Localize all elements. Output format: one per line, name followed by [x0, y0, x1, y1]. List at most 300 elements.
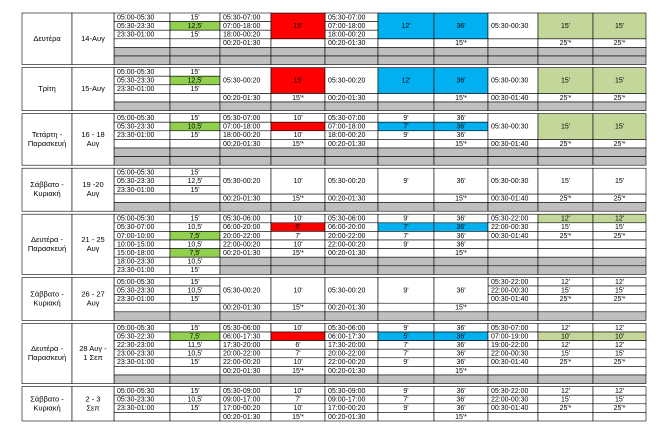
table-cell	[434, 257, 488, 266]
table-cell	[114, 366, 170, 375]
table-cell-text: 06:00-17:30	[223, 333, 261, 341]
table-cell-text: 15'	[190, 278, 200, 286]
table-cell-text: 15'	[190, 69, 200, 77]
table-cell-text: 23:30-01:00	[117, 31, 155, 39]
table-cell-text: 05:00-05:30	[117, 115, 155, 123]
table-cell-text: 36'	[456, 123, 466, 131]
table-cell-text: 7,5'	[189, 250, 201, 258]
table-cell	[114, 303, 170, 312]
table-cell	[538, 303, 593, 312]
table-cell-text: 36'	[456, 115, 466, 123]
table-cell	[271, 312, 325, 321]
table-cell	[170, 102, 220, 111]
table-cell-text: 36'	[456, 215, 466, 223]
day-label: Σάββατο -Κυριακή	[30, 180, 64, 199]
table-cell-text: 9'	[403, 215, 409, 223]
table-cell	[325, 148, 378, 157]
table-cell-text: 9'	[403, 405, 409, 413]
table-cell-text: 15'*	[292, 140, 304, 148]
table-cell	[488, 312, 538, 321]
table-cell-text: 05:30-06:00	[223, 215, 261, 223]
table-cell-text: 07:00-18:00	[223, 23, 261, 31]
table-cell-text: 06:00-20:00	[328, 224, 366, 232]
table-cell-text: 07:00-19:00	[491, 333, 529, 341]
table-cell-text: 12'	[560, 342, 571, 350]
table-cell-text: 23:30-01:00	[117, 132, 155, 140]
schedule-block	[22, 277, 646, 320]
table-cell-text: 7'	[403, 342, 409, 350]
table-cell	[593, 303, 646, 312]
merged-cell-text: 05:30-00:30	[491, 123, 529, 131]
table-cell	[434, 56, 488, 65]
table-cell	[114, 93, 170, 102]
table-cell	[170, 148, 220, 157]
table-cell-text: 18:00-00:20	[223, 132, 261, 140]
table-cell-text: 19:00-22:00	[491, 342, 529, 350]
table-cell-text: 10'	[614, 333, 625, 341]
table-cell-text: 36'	[456, 232, 466, 240]
table-cell	[114, 412, 170, 421]
table-cell-text: 15'	[190, 169, 200, 177]
day-label: Σάββατο -Κυριακή	[30, 289, 64, 308]
table-cell-text: 05:30-23:30	[117, 23, 155, 31]
table-cell-text: 00:20-01:30	[223, 413, 261, 421]
table-cell	[114, 139, 170, 148]
table-cell-text: 17:00-00:20	[328, 405, 366, 413]
table-cell-text: 12,5'	[187, 77, 203, 85]
merged-cell-text: 10'	[293, 178, 303, 186]
table-cell-text: 36'	[456, 241, 466, 249]
table-cell-text: 10:00-15:00	[117, 241, 155, 249]
table-cell-text: 7'	[295, 232, 301, 240]
table-cell	[434, 375, 488, 384]
merged-cell-text: 15'	[560, 178, 571, 186]
table-cell	[378, 102, 434, 111]
table-cell-text: 20:00-22:00	[328, 350, 366, 358]
day-label: Δευτέρα -Παρασκευή	[27, 343, 67, 362]
table-cell-text: 25'*	[613, 405, 626, 413]
merged-cell-text: 05:30-00:20	[328, 287, 366, 295]
table-cell	[538, 56, 593, 65]
date-label: 15-Αυγ	[81, 84, 105, 94]
table-cell	[488, 203, 538, 212]
table-cell-text: 25'*	[559, 195, 572, 203]
table-cell-text: 23:30-01:00	[117, 359, 155, 367]
table-cell	[114, 148, 170, 157]
table-cell-text: 15'*	[455, 367, 467, 375]
table-cell	[593, 366, 646, 375]
table-cell-text: 22:00-00:30	[491, 224, 529, 232]
table-cell	[325, 257, 378, 266]
day-label: Δευτέρα -Παρασκευή	[27, 234, 67, 253]
table-cell-text: 10,5'	[187, 350, 203, 358]
date-label: 16 - 18 Αυγ	[81, 129, 105, 148]
table-cell	[325, 203, 378, 212]
merged-cell-text: 15'	[293, 77, 303, 85]
table-cell-text: 15'*	[455, 94, 467, 102]
table-cell-text: 36'	[456, 132, 466, 140]
table-cell-text: 12,5'	[187, 23, 203, 31]
schedule-block	[22, 214, 646, 274]
merged-cell-text: 36'	[456, 23, 466, 31]
merged-cell-text: 9'	[403, 178, 409, 186]
table-cell-text: 23:30-01:00	[117, 86, 155, 94]
merged-cell-text: 36'	[456, 287, 466, 295]
table-cell	[593, 249, 646, 258]
table-cell	[488, 375, 538, 384]
schedule-block	[22, 114, 646, 166]
table-cell-text: 12'	[614, 215, 625, 223]
table-cell-text: 20:00-22:00	[223, 350, 261, 358]
table-cell-text: 12'	[560, 215, 571, 223]
date-label: 21 - 25 Αυγ	[81, 234, 105, 253]
day-label: Σάββατο -Κυριακή	[30, 394, 64, 413]
day-label: Τρίτη	[38, 84, 56, 94]
table-cell-text: 22:00-00:30	[491, 287, 529, 295]
table-cell-text: 15'	[190, 186, 200, 194]
table-cell-text: 10'	[293, 241, 303, 249]
table-cell-text: 18:00-00:20	[223, 31, 261, 39]
merged-cell-text: 05:30-00:30	[491, 178, 529, 186]
table-cell-text: 15'	[560, 350, 571, 358]
table-cell-text: 00:20-01:30	[328, 250, 366, 258]
table-cell-text: 15'*	[292, 250, 304, 258]
table-cell-text: 05:00-05:30	[117, 388, 155, 396]
table-cell-text: 05:30-09:00	[328, 388, 366, 396]
table-cell	[593, 102, 646, 111]
merged-cell-text: 15'	[614, 178, 625, 186]
table-cell	[488, 266, 538, 275]
table-cell-text: 05:30-07:00	[328, 115, 366, 123]
table-cell	[114, 47, 170, 56]
day-label: Δευτέρα	[33, 33, 61, 43]
table-cell-text: 05:30-06:00	[328, 324, 366, 332]
table-cell	[538, 203, 593, 212]
table-cell-text: 25'*	[559, 405, 572, 413]
table-cell	[488, 240, 538, 249]
table-cell	[378, 47, 434, 56]
table-cell	[271, 157, 325, 166]
table-cell	[488, 56, 538, 65]
table-cell-text: 22:00-00:30	[491, 396, 529, 404]
table-cell-text: 7'	[403, 396, 409, 404]
table-cell	[593, 47, 646, 56]
table-cell-text: 05:30-22:00	[491, 278, 529, 286]
table-cell	[170, 139, 220, 148]
table-cell	[170, 56, 220, 65]
table-cell-text: 15'	[190, 215, 200, 223]
table-cell-text: 7'	[403, 224, 409, 232]
table-cell-text: 00:20-01:30	[223, 40, 261, 48]
merged-cell-text: 9'	[403, 287, 409, 295]
table-cell-text: 15'*	[292, 304, 304, 312]
merged-cell-text: 05:30-00:20	[328, 178, 366, 186]
merged-cell-text: 36'	[456, 178, 466, 186]
table-cell	[220, 257, 271, 266]
schedule-block	[22, 323, 646, 383]
table-cell-text: 36'	[456, 388, 466, 396]
table-cell	[538, 240, 593, 249]
table-cell	[434, 102, 488, 111]
table-cell-text: 00:30-01:40	[491, 359, 529, 367]
table-cell-text: 00:20-01:30	[328, 140, 366, 148]
table-cell	[434, 312, 488, 321]
table-cell	[114, 194, 170, 203]
date-label: 28 Αυγ -1 Σεπ	[79, 343, 107, 362]
table-cell-text: 15'	[614, 224, 625, 232]
table-cell-text: 22:30-23:00	[117, 342, 155, 350]
table-cell	[488, 257, 538, 266]
table-cell	[170, 303, 220, 312]
table-cell-text: 06:00-20:00	[223, 224, 261, 232]
table-cell	[538, 157, 593, 166]
table-cell	[378, 194, 434, 203]
table-cell	[434, 266, 488, 275]
table-cell-text: 22:00-00:20	[223, 241, 261, 249]
table-cell-text: 15'	[560, 396, 571, 404]
table-cell-text: 7'	[403, 350, 409, 358]
table-cell-text: 15'*	[292, 94, 304, 102]
merged-cell-text: 05:30-00:20	[223, 77, 261, 85]
table-cell-text: 05:30-23:30	[117, 396, 155, 404]
table-cell-text: 05:30-22:00	[491, 388, 529, 396]
table-cell	[538, 266, 593, 275]
table-cell-text: 36'	[456, 350, 466, 358]
table-cell	[325, 56, 378, 65]
table-cell-text: 6'	[295, 342, 301, 350]
merged-cell-text: 05:30-00:20	[223, 287, 261, 295]
table-cell-text: 7,5'	[189, 333, 201, 341]
table-cell-text: 23:00-23:30	[117, 350, 155, 358]
table-cell-text: 36'	[456, 359, 466, 367]
table-cell-text: 09:00-17:00	[328, 396, 366, 404]
table-cell	[538, 366, 593, 375]
table-cell-text: 10,5'	[187, 224, 203, 232]
table-cell-text: 05:00-05:30	[117, 14, 155, 22]
table-cell	[114, 102, 170, 111]
table-cell	[170, 47, 220, 56]
date-label: 26 - 27 Αυγ	[81, 289, 105, 308]
table-cell	[434, 157, 488, 166]
table-cell	[378, 312, 434, 321]
table-cell-text: 9'	[403, 115, 409, 123]
table-cell	[271, 39, 325, 48]
table-cell-text: 25'*	[613, 94, 626, 102]
table-cell	[378, 303, 434, 312]
table-cell	[538, 249, 593, 258]
table-cell-text: 12'	[560, 278, 571, 286]
table-cell-text: 10'	[293, 132, 303, 140]
table-cell-text: 18:00-23:30	[117, 258, 155, 266]
table-cell-text: 15'*	[455, 195, 467, 203]
table-cell	[378, 412, 434, 421]
table-cell-text: 07:00-18:00	[328, 123, 366, 131]
table-cell-text: 07:00-18:00	[223, 123, 261, 131]
table-cell	[378, 39, 434, 48]
table-cell-text: 05:30-07:00	[223, 14, 261, 22]
table-cell	[271, 148, 325, 157]
table-cell	[488, 366, 538, 375]
table-cell	[220, 266, 271, 275]
table-cell-text: 00:20-01:30	[328, 413, 366, 421]
table-cell	[378, 93, 434, 102]
table-cell-text: 15'	[190, 324, 200, 332]
table-cell-text: 36'	[456, 405, 466, 413]
table-cell-text: 00:30-01:40	[491, 195, 529, 203]
table-cell-text: 22:00-00:20	[223, 359, 261, 367]
merged-cell-text: 15'	[560, 77, 571, 85]
schedule-block	[22, 168, 646, 211]
table-cell	[325, 47, 378, 56]
schedule-block	[22, 68, 646, 111]
table-cell-text: 10,5'	[187, 287, 203, 295]
table-cell-text: 05:30-06:00	[223, 324, 261, 332]
table-cell	[378, 257, 434, 266]
merged-cell-text: 05:30-00:30	[491, 77, 529, 85]
table-cell	[170, 194, 220, 203]
table-cell-text: 7'	[295, 350, 301, 358]
table-cell-text: 00:20-01:30	[223, 250, 261, 258]
table-cell-text: 18:00-00:20	[328, 132, 366, 140]
merged-cell-text: 05:30-00:20	[328, 77, 366, 85]
table-cell	[220, 47, 271, 56]
table-cell-text: 05:00-05:30	[117, 278, 155, 286]
table-cell-text: 00:30-01:40	[491, 405, 529, 413]
table-cell-text: 00:20-01:30	[223, 304, 261, 312]
table-cell-text: 07:00-10:00	[117, 232, 155, 240]
date-label: 14-Αυγ	[81, 33, 105, 43]
table-cell	[170, 366, 220, 375]
table-cell-text: 17:00-00:20	[223, 405, 261, 413]
table-cell-text: 00:30-01:40	[491, 94, 529, 102]
table-cell-text: 15'	[190, 115, 200, 123]
table-cell-text: 00:20-01:30	[328, 367, 366, 375]
table-cell-text: 00:20-01:30	[328, 195, 366, 203]
table-cell	[170, 312, 220, 321]
table-cell-text: 17:30-20:00	[328, 342, 366, 350]
table-cell	[538, 412, 593, 421]
table-cell-text: 25'*	[559, 140, 572, 148]
table-cell-text: 22:00-00:20	[328, 241, 366, 249]
table-cell	[593, 312, 646, 321]
table-cell	[220, 102, 271, 111]
table-cell-text: 12'	[560, 324, 571, 332]
table-cell-text: 15'	[190, 86, 200, 94]
table-cell	[170, 375, 220, 384]
table-cell-text: 25'*	[613, 40, 626, 48]
table-cell-text: 25'*	[613, 195, 626, 203]
table-cell-text: 20:00-22:00	[223, 232, 261, 240]
table-cell-text: 36'	[456, 324, 466, 332]
table-cell	[271, 375, 325, 384]
table-cell	[378, 148, 434, 157]
table-cell-text: 11,5'	[187, 342, 203, 350]
table-cell-text: 15'	[614, 396, 625, 404]
table-cell-text: 7'	[403, 123, 409, 131]
table-cell-text: 15'	[190, 296, 200, 304]
table-cell	[271, 203, 325, 212]
table-cell-text: 15'	[614, 287, 625, 295]
table-cell-text: 25'*	[559, 232, 572, 240]
table-cell-text: 15'*	[455, 40, 467, 48]
table-cell-text: 9'	[403, 241, 409, 249]
table-cell	[593, 148, 646, 157]
table-cell-text: 36'	[456, 224, 466, 232]
table-cell-text: 15'*	[292, 195, 304, 203]
merged-cell-text: 10'	[293, 287, 303, 295]
table-cell	[325, 157, 378, 166]
table-cell	[593, 240, 646, 249]
table-cell-text: 12,5'	[187, 178, 203, 186]
table-cell-text: 10'	[560, 333, 571, 341]
table-cell-text: 22:00-00:20	[328, 359, 366, 367]
table-cell	[593, 157, 646, 166]
table-cell	[593, 257, 646, 266]
table-cell	[538, 47, 593, 56]
table-cell-text: 25'*	[613, 359, 626, 367]
table-cell-text: 05:30-07:00	[491, 324, 529, 332]
table-cell-text: 25'*	[559, 94, 572, 102]
table-cell	[325, 102, 378, 111]
table-cell-text: 10,5'	[187, 258, 203, 266]
table-cell	[488, 157, 538, 166]
table-cell-text: 9'	[403, 359, 409, 367]
table-cell	[325, 312, 378, 321]
table-cell	[593, 203, 646, 212]
table-cell	[220, 203, 271, 212]
table-cell-text: 15'	[560, 287, 571, 295]
table-cell-text: 06:00-17:30	[328, 333, 366, 341]
table-cell-text: 15'*	[292, 367, 304, 375]
table-cell	[271, 102, 325, 111]
table-cell	[271, 56, 325, 65]
table-cell-text: 18:00-00:20	[328, 31, 366, 39]
table-cell	[488, 303, 538, 312]
table-cell	[114, 39, 170, 48]
table-cell	[488, 249, 538, 258]
table-cell	[114, 375, 170, 384]
table-cell-text: 05:30-23:30	[117, 287, 155, 295]
merged-cell-text: 15'	[560, 23, 571, 31]
table-cell	[378, 139, 434, 148]
table-cell-text: 07:00-18:00	[328, 23, 366, 31]
table-cell-text: 00:20-01:30	[223, 195, 261, 203]
table-cell	[114, 312, 170, 321]
merged-cell-text: 12'	[401, 23, 411, 31]
table-cell-text: 00:20-01:30	[223, 94, 261, 102]
table-cell	[538, 102, 593, 111]
table-cell	[220, 148, 271, 157]
merged-cell-text: 15'	[293, 23, 303, 31]
table-cell-text: 05:30-22:30	[117, 333, 155, 341]
table-cell-text: 15'	[190, 14, 200, 22]
table-cell-text: 05:30-07:00	[328, 14, 366, 22]
table-cell	[488, 148, 538, 157]
table-cell	[434, 203, 488, 212]
table-cell-text: 00:20-01:30	[328, 40, 366, 48]
table-cell-text: 20:00-22:00	[328, 232, 366, 240]
table-cell-text: 12'	[614, 278, 625, 286]
table-cell-text: 05:30-09:00	[223, 388, 261, 396]
table-cell	[488, 47, 538, 56]
table-cell-text: 10'	[293, 359, 303, 367]
table-cell	[378, 375, 434, 384]
table-cell-text: 36'	[456, 342, 466, 350]
merged-cell-text: 15'	[614, 23, 625, 31]
table-cell-text: 6'	[295, 224, 301, 232]
table-cell	[220, 375, 271, 384]
table-cell-text: 7,5'	[189, 232, 201, 240]
